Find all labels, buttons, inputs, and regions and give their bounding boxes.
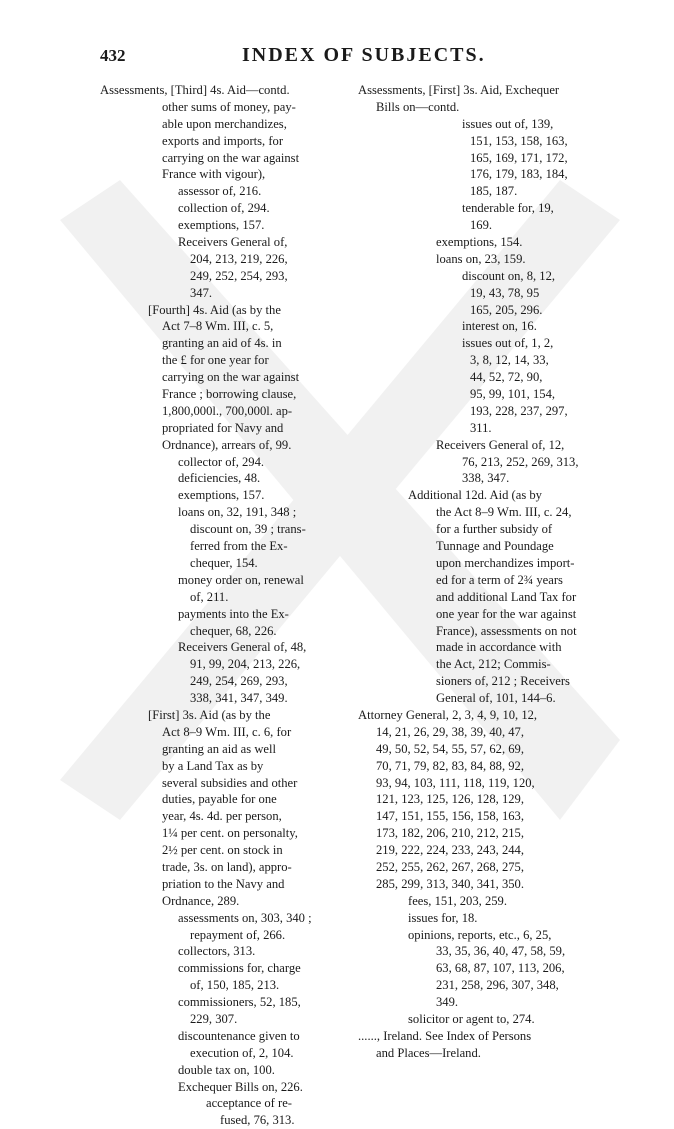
index-line: 44, 52, 72, 90, (470, 370, 543, 385)
index-line: payments into the Ex- (178, 606, 289, 621)
index-line: and Places—Ireland. (376, 1045, 481, 1060)
index-line: 338, 341, 347, 349. (190, 691, 288, 706)
index-line: 169. (470, 218, 493, 233)
index-line: 93, 94, 103, 111, 118, 119, 120, (376, 775, 535, 790)
index-line: double tax on, 100. (178, 1062, 275, 1077)
index-line: 70, 71, 79, 82, 83, 84, 88, 92, (376, 758, 524, 773)
index-line: collection of, 294. (178, 201, 270, 216)
index-line: 1,800,000l., 700,000l. ap- (162, 403, 293, 418)
index-line: of, 211. (190, 589, 229, 604)
index-line: 173, 182, 206, 210, 212, 215, (376, 826, 524, 841)
index-line: Ordnance), arrears of, 99. (162, 437, 292, 452)
index-line: 165, 205, 296. (470, 302, 543, 317)
index-line: the £ for one year for (162, 353, 269, 368)
index-line: 347. (190, 285, 213, 300)
index-line: 252, 255, 262, 267, 268, 275, (376, 859, 524, 874)
index-line: 49, 50, 52, 54, 55, 57, 62, 69, (376, 741, 524, 756)
index-line: 147, 151, 155, 156, 158, 163, (376, 809, 524, 824)
index-line: General of, 101, 144–6. (436, 691, 556, 706)
index-line: fused, 76, 313. (220, 1113, 295, 1128)
index-line: Additional 12d. Aid (as by (408, 488, 542, 503)
index-line: Receivers General of, (178, 235, 288, 250)
index-line: Attorney General, 2, 3, 4, 9, 10, 12, (358, 707, 538, 722)
index-line: commissioners, 52, 185, (178, 995, 301, 1010)
index-line: exemptions, 157. (178, 218, 265, 233)
index-line: upon merchandizes import- (436, 555, 575, 570)
index-line: Assessments, [First] 3s. Aid, Exchequer (358, 83, 560, 97)
index-line: propriated for Navy and (162, 420, 284, 435)
index-line: Act 8–9 Wm. III, c. 6, for (162, 724, 292, 739)
index-line: for a further subsidy of (436, 522, 553, 537)
index-line: Receivers General of, 48, (178, 640, 307, 655)
index-line: 76, 213, 252, 269, 313, (462, 454, 579, 469)
index-line: 231, 258, 296, 307, 348, (436, 978, 559, 993)
index-line: France with vigour), (162, 167, 266, 182)
index-line: 2½ per cent. on stock in (162, 843, 283, 858)
index-line: ed for a term of 2¾ years (436, 572, 563, 587)
index-line: France), assessments on not (436, 623, 577, 638)
index-line: opinions, reports, etc., 6, 25, (408, 927, 552, 942)
index-line: 349. (436, 995, 459, 1010)
index-line: 285, 299, 313, 340, 341, 350. (376, 876, 524, 891)
index-line: Assessments, [Third] 4s. Aid—contd. (100, 83, 290, 97)
index-line: Tunnage and Poundage (436, 539, 554, 554)
index-line: by a Land Tax as by (162, 758, 264, 773)
index-line: [Fourth] 4s. Aid (as by the (148, 302, 281, 317)
index-line: 249, 254, 269, 293, (190, 674, 288, 689)
index-line: 3, 8, 12, 14, 33, (470, 353, 549, 368)
index-line: 204, 213, 219, 226, (190, 251, 288, 266)
index-line: discount on, 39 ; trans- (190, 522, 306, 537)
index-line: Receivers General of, 12, (436, 437, 565, 452)
page-title: INDEX OF SUBJECTS. (242, 44, 486, 66)
index-line: the Act 8–9 Wm. III, c. 24, (436, 505, 572, 520)
index-line: exemptions, 154. (436, 235, 523, 250)
index-line: Exchequer Bills on, 226. (178, 1079, 303, 1094)
index-line: 193, 228, 237, 297, (470, 403, 568, 418)
index-line: carrying on the war against (162, 370, 300, 385)
index-line: loans on, 32, 191, 348 ; (178, 505, 297, 520)
index-line: able upon merchandizes, (162, 116, 287, 131)
index-line: 185, 187. (470, 184, 518, 199)
index-line: other sums of money, pay- (162, 99, 296, 114)
index-line: 95, 99, 101, 154, (470, 387, 556, 402)
index-line: France ; borrowing clause, (162, 387, 297, 402)
index-line: [First] 3s. Aid (as by the (148, 707, 271, 722)
index-line: issues for, 18. (408, 910, 478, 925)
index-line: 91, 99, 204, 213, 226, (190, 657, 301, 672)
left-index-column (100, 82, 336, 1129)
index-line: 151, 153, 158, 163, (470, 133, 568, 148)
index-line: Ordnance, 289. (162, 893, 240, 908)
index-line: tenderable for, 19, (462, 201, 554, 216)
index-line: loans on, 23, 159. (436, 251, 526, 266)
index-line: assessor of, 216. (178, 184, 262, 199)
index-line: fees, 151, 203, 259. (408, 893, 507, 908)
index-line: 338, 347. (462, 471, 510, 486)
index-line: deficiencies, 48. (178, 471, 261, 486)
index-line: several subsidies and other (162, 775, 298, 790)
index-line: chequer, 68, 226. (190, 623, 277, 638)
index-line: granting an aid of 4s. in (162, 336, 282, 351)
index-line: duties, payable for one (162, 792, 277, 807)
index-line: collectors, 313. (178, 944, 256, 959)
index-line: one year for the war against (436, 606, 577, 621)
index-line: Act 7–8 Wm. III, c. 5, (162, 319, 274, 334)
index-line: assessments on, 303, 340 ; (178, 910, 312, 925)
index-line: 33, 35, 36, 40, 47, 58, 59, (436, 944, 566, 959)
index-line: 176, 179, 183, 184, (470, 167, 568, 182)
index-line: issues out of, 1, 2, (462, 336, 554, 351)
index-line: 121, 123, 125, 126, 128, 129, (376, 792, 524, 807)
index-line: 165, 169, 171, 172, (470, 150, 568, 165)
index-line: trade, 3s. on land), appro- (162, 859, 292, 874)
page-number: 432 (100, 46, 126, 65)
index-line: Bills on—contd. (376, 99, 460, 114)
index-line: issues out of, 139, (462, 116, 554, 131)
index-line: exemptions, 157. (178, 488, 265, 503)
index-line: 229, 307. (190, 1011, 238, 1026)
index-line: sioners of, 212 ; Receivers (436, 674, 570, 689)
index-line: ......, Ireland. See Index of Persons (358, 1028, 532, 1043)
index-line: carrying on the war against (162, 150, 300, 165)
index-line: exports and imports, for (162, 133, 284, 148)
index-line: the Act, 212; Commis- (436, 657, 551, 672)
index-line: 63, 68, 87, 107, 113, 206, (436, 961, 565, 976)
index-line: 219, 222, 224, 233, 243, 244, (376, 843, 524, 858)
index-line: 311. (470, 420, 492, 435)
index-line: interest on, 16. (462, 319, 537, 334)
index-line: discount on, 8, 12, (462, 268, 556, 283)
index-line: execution of, 2, 104. (190, 1045, 294, 1060)
index-line: and additional Land Tax for (436, 589, 577, 604)
index-line: ferred from the Ex- (190, 539, 288, 554)
index-line: 1¼ per cent. on personalty, (162, 826, 298, 841)
index-line: granting an aid as well (162, 741, 277, 756)
index-line: discountenance given to (178, 1028, 300, 1043)
right-index-column (358, 82, 620, 1062)
index-line: 249, 252, 254, 293, (190, 268, 288, 283)
index-line: made in accordance with (436, 640, 562, 655)
index-line: chequer, 154. (190, 555, 258, 570)
index-line: commissions for, charge (178, 961, 301, 976)
index-line: of, 150, 185, 213. (190, 978, 280, 993)
page-header (100, 46, 660, 76)
index-line: priation to the Navy and (162, 876, 285, 891)
index-line: 19, 43, 78, 95 (470, 285, 540, 300)
index-line: acceptance of re- (206, 1096, 292, 1111)
index-line: year, 4s. 4d. per person, (162, 809, 282, 824)
index-line: 14, 21, 26, 29, 38, 39, 40, 47, (376, 724, 524, 739)
index-line: solicitor or agent to, 274. (408, 1011, 535, 1026)
index-line: collector of, 294. (178, 454, 265, 469)
index-line: money order on, renewal (178, 572, 304, 587)
index-line: repayment of, 266. (190, 927, 286, 942)
